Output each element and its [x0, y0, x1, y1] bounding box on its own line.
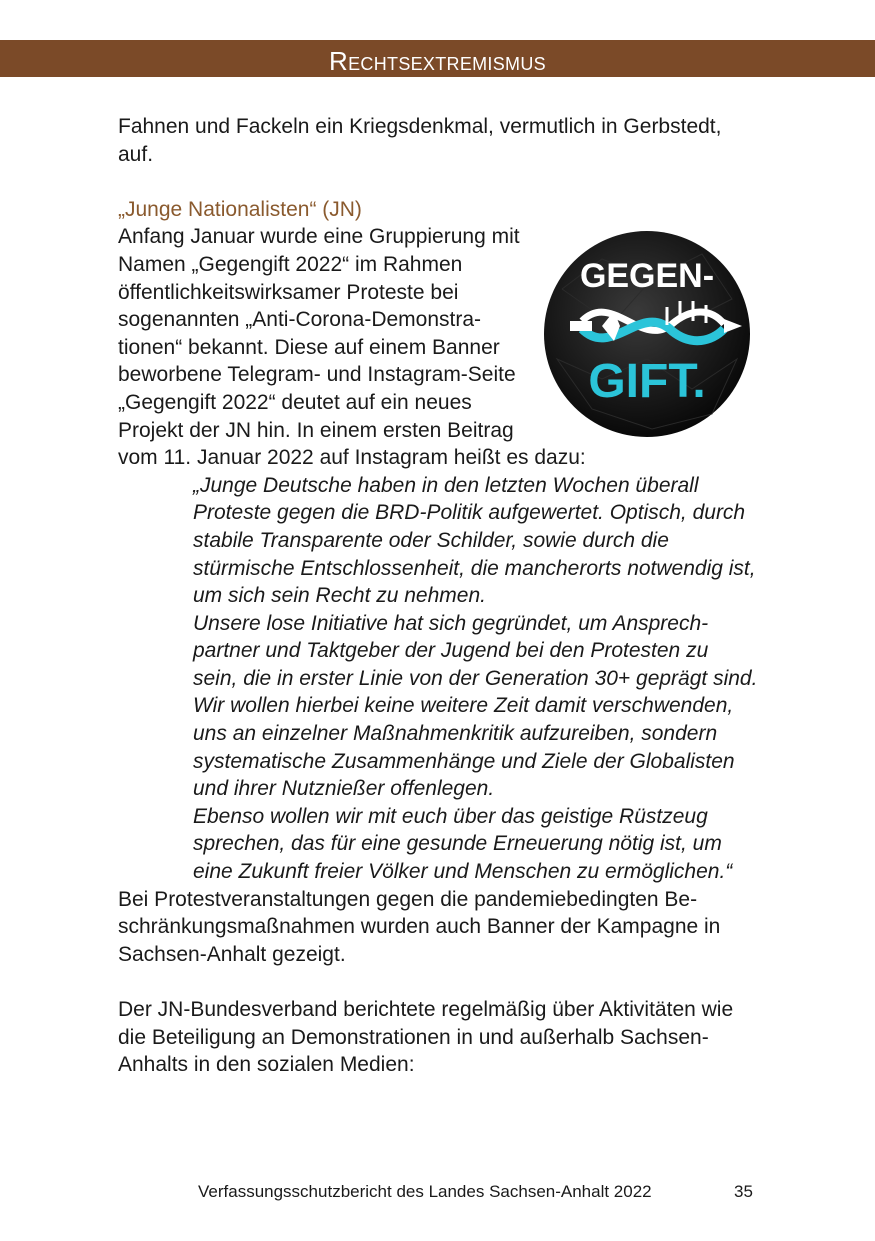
main-content — [118, 113, 758, 1079]
page-number: 35 — [734, 1182, 753, 1201]
section-subheading: „Junge Nationalisten“ (JN) — [118, 197, 362, 221]
page-header-title: Rechtsextremismus — [329, 46, 546, 76]
logo-text-top: GEGEN- — [579, 257, 715, 296]
logo-text-bottom: GIFT. — [588, 355, 706, 409]
instagram-quote — [193, 472, 758, 886]
paragraph-2: Anfang Januar wurde eine Gruppierung mit Namen „Gegengift 2022“ im Rahmen öffentlichkeitswirksamer Proteste bei sogenannten „Anti-Corona-Demonstrationen“ bekannt. Diese auf einem Banner beworbene Telegram- und Instagram-Seite „Gegengift 2022“ deutet auf ein neues Projekt der JN hin. In einem ersten Beitrag vom 11. Januar 2022 auf Instagram heißt es dazu: — [118, 225, 586, 470]
header-bar — [0, 40, 875, 77]
paragraph-3: Bei Protestveranstaltungen gegen die pandemiebedingten Beschränkungsmaßnahmen wurden auch Banner der Kampagne in Sachsen-Anhalt gezeigt. — [118, 887, 721, 966]
quote-paragraph-3: Wir wollen hierbei keine weitere Zeit damit verschwenden, uns an einzelner Maßnahmenkritik aufzureiben, sondern systematische Zusammenhänge und Ziele der Globalisten und ihrer Nutznießer offenlegen. — [193, 694, 735, 801]
quote-paragraph-1: „Junge Deutsche haben in den letzten Wochen überall Proteste gegen die BRD-Politik aufgewertet. Optisch, durch stabile Transparente oder Schilder, sowie durch die stürmische Entschlossenheit, die mancherorts notwendig ist, um sich sein Recht zu nehmen. — [193, 473, 756, 608]
footer-text: Verfassungsschutzbericht des Landes Sachsen-Anhalt 2022 — [198, 1182, 652, 1201]
quote-paragraph-4: Ebenso wollen wir mit euch über das geistige Rüstzeug sprechen, das für eine gesunde Erneuerung nötig ist, um eine Zukunft freier Völker und Menschen zu ermöglichen.“ — [193, 804, 733, 884]
gegengift-logo — [542, 229, 752, 439]
quote-paragraph-2: Unsere lose Initiative hat sich gegründet, um Ansprechpartner und Taktgeber der Jugend bei den Protesten zu sein, die in erster Linie von der Generation 30+ geprägt sind. — [193, 611, 758, 690]
paragraph-1: Fahnen und Fackeln ein Kriegsdenkmal, vermutlich in Gerbstedt, auf. — [118, 115, 722, 166]
paragraph-4: Der JN-Bundesverband berichtete regelmäßig über Aktivitäten wie die Beteiligung an Demonstrationen in und außerhalb Sachsen-Anhalts in den sozialen Medien: — [118, 998, 734, 1077]
